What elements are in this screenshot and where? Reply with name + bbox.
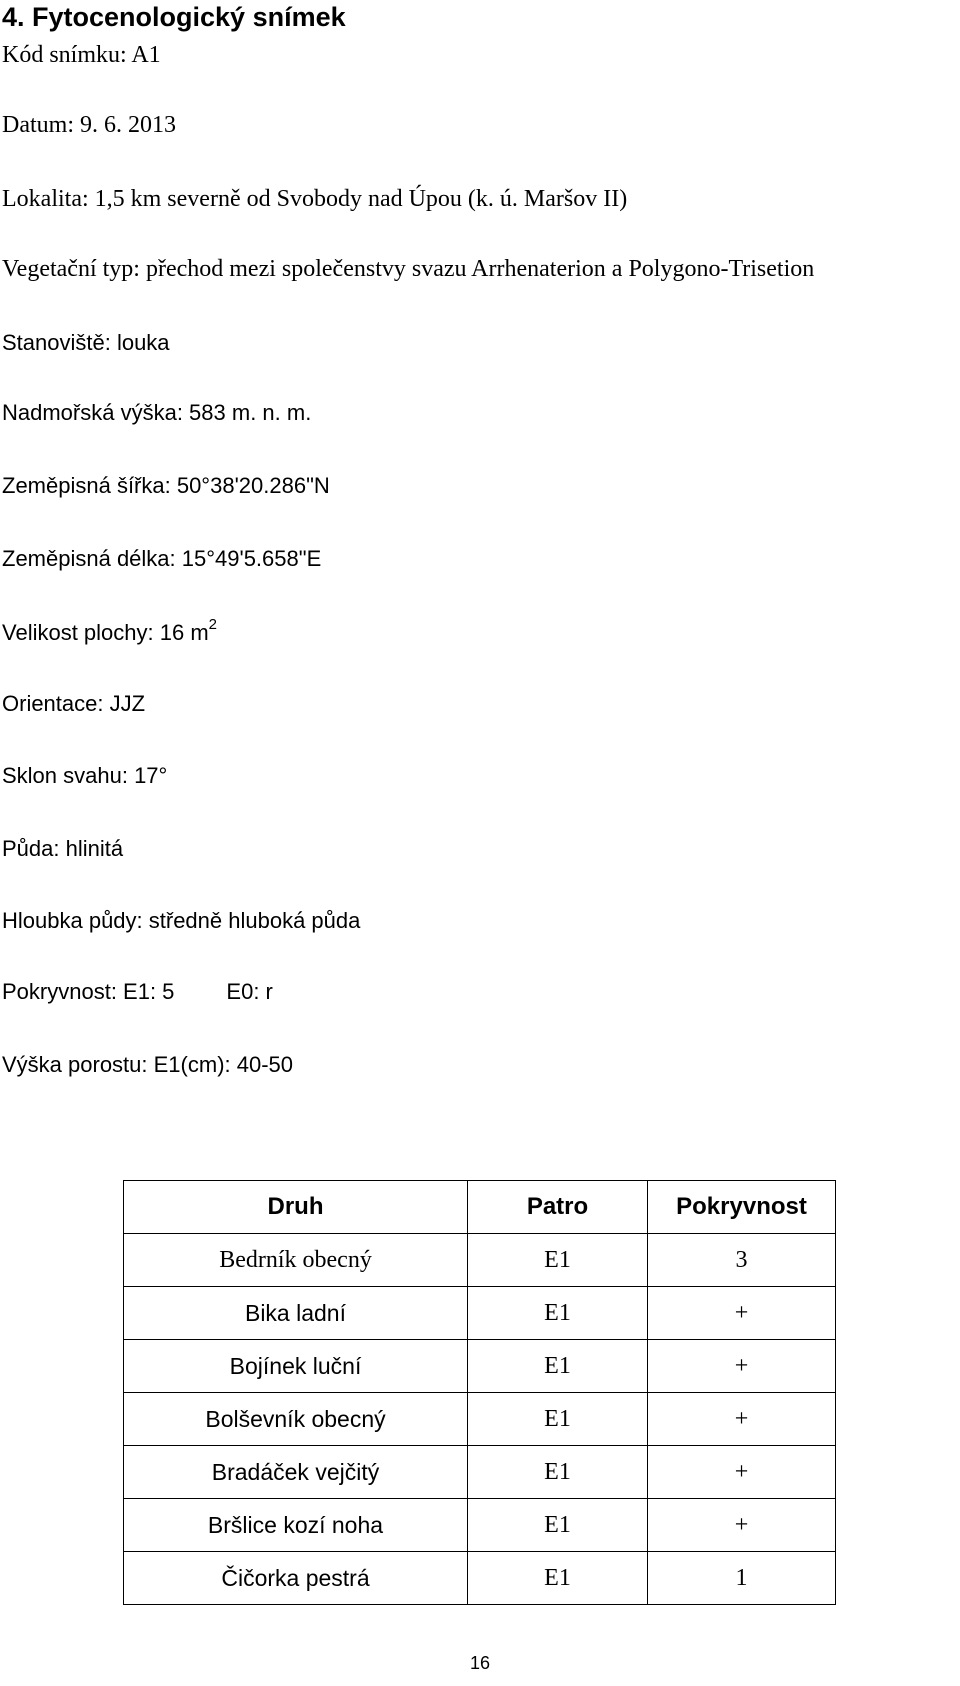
cell-druh: Čičorka pestrá (124, 1552, 468, 1605)
cell-pokryvnost: + (648, 1499, 836, 1552)
cell-druh: Bolševník obecný (124, 1393, 468, 1446)
cell-druh: Bojínek luční (124, 1340, 468, 1393)
table-row (124, 1552, 836, 1605)
field-velikost-plochy (2, 617, 217, 649)
cell-patro: E1 (468, 1287, 648, 1340)
velikost-plochy-text: Velikost plochy: 16 m (2, 620, 209, 645)
field-sklon-svahu: Sklon svahu: 17° (2, 763, 168, 788)
header-druh: Druh (124, 1181, 468, 1234)
cell-patro: E1 (468, 1499, 648, 1552)
field-zemepisna-delka: Zeměpisná délka: 15°49'5.658"E (2, 546, 322, 571)
cell-patro: E1 (468, 1552, 648, 1605)
field-vyska-porostu: Výška porostu: E1(cm): 40-50 (2, 1052, 294, 1077)
cell-patro: E1 (468, 1446, 648, 1499)
cell-pokryvnost: + (648, 1446, 836, 1499)
cell-druh: Bika ladní (124, 1287, 468, 1340)
field-puda: Půda: hlinitá (2, 836, 124, 861)
cell-pokryvnost: + (648, 1393, 836, 1446)
field-nadmorska-vyska: Nadmořská výška: 583 m. n. m. (2, 400, 312, 425)
field-hloubka-pudy: Hloubka půdy: středně hluboká půda (2, 908, 361, 933)
table-header-row (124, 1181, 836, 1234)
cell-druh: Bradáček vejčitý (124, 1446, 468, 1499)
table-row (124, 1287, 836, 1340)
pokryvnost-e0: E0: r (226, 979, 273, 1004)
header-patro: Patro (468, 1181, 648, 1234)
table-row (124, 1446, 836, 1499)
pokryvnost-e1: Pokryvnost: E1: 5 (2, 979, 175, 1004)
cell-patro: E1 (468, 1393, 648, 1446)
table-row (124, 1234, 836, 1287)
field-vegetacni-typ: Vegetační typ: přechod mezi společenstvy svazu Arrhenaterion a Polygono-Trisetion (2, 256, 815, 282)
cell-patro: E1 (468, 1234, 648, 1287)
table-row (124, 1393, 836, 1446)
species-table (123, 1180, 836, 1605)
field-lokalita: Lokalita: 1,5 km severně od Svobody nad Úpou (k. ú. Maršov II) (2, 186, 628, 212)
cell-pokryvnost: 3 (648, 1234, 836, 1287)
velikost-plochy-exponent: 2 (208, 615, 218, 633)
table-row (124, 1499, 836, 1552)
field-zemepisna-sirka: Zeměpisná šířka: 50°38'20.286"N (2, 473, 330, 498)
field-datum: Datum: 9. 6. 2013 (2, 112, 176, 138)
cell-druh: Bršlice kozí noha (124, 1499, 468, 1552)
field-pokryvnost (2, 976, 273, 1008)
cell-pokryvnost: + (648, 1340, 836, 1393)
page-number: 16 (469, 1653, 491, 1673)
field-kod-snimku: Kód snímku: A1 (2, 42, 161, 68)
cell-patro: E1 (468, 1340, 648, 1393)
cell-druh: Bedrník obecný (124, 1234, 468, 1287)
field-stanoviste: Stanoviště: louka (2, 330, 170, 355)
header-pokryvnost: Pokryvnost (648, 1181, 836, 1234)
section-heading: 4. Fytocenologický snímek (2, 2, 346, 32)
cell-pokryvnost: 1 (648, 1552, 836, 1605)
cell-pokryvnost: + (648, 1287, 836, 1340)
field-orientace: Orientace: JJZ (2, 691, 146, 716)
table-row (124, 1340, 836, 1393)
